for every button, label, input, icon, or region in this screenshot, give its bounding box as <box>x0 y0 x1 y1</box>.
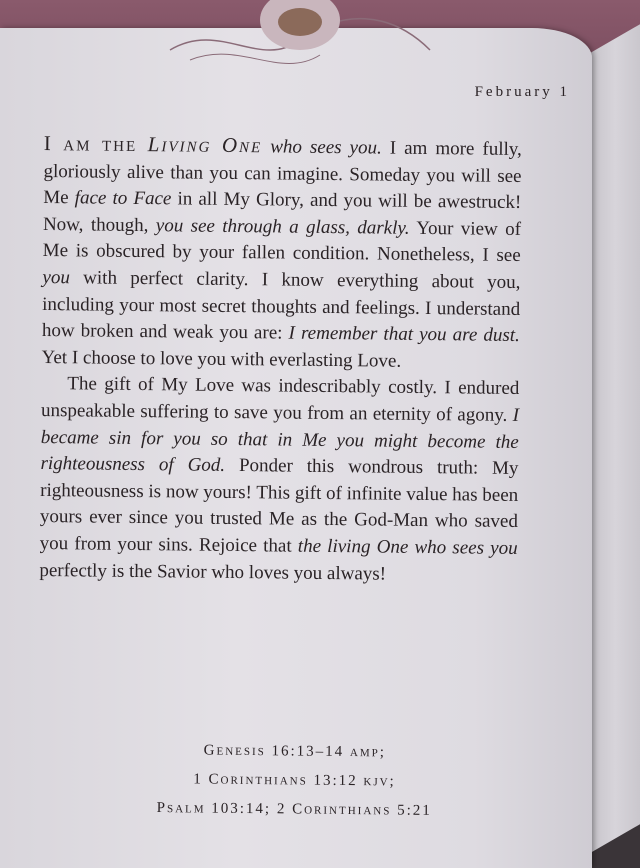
reference-line: Genesis 16:13–14 amp; <box>203 742 387 761</box>
text-run: I am the <box>43 130 148 157</box>
text-run: Living One <box>147 132 263 158</box>
text-run: I became sin for you so that in Me you might become the righteousness of God. <box>40 404 520 477</box>
text-run: the living One who sees you <box>297 535 518 559</box>
text-run: I am more fully, gloriously alive than you can imagine. Someday you will see Me <box>43 137 522 209</box>
text-run: in all My Glory, and you will be awestruck! Now, though, <box>42 188 522 236</box>
devotion-text <box>39 130 522 589</box>
text-run: with perfect clarity. I know everything about you, including your most secret thoughts and feelings. I understand how broken and weak you are: <box>41 267 521 344</box>
text-run: Yet I choose to love you with everlasting Love. <box>41 346 402 372</box>
text-run: perfectly is the Savior who loves you always! <box>39 559 387 585</box>
ornament-illustration <box>160 0 440 80</box>
paragraph-2 <box>39 371 519 589</box>
text-run: Your view of Me is obscured by your fallen condition. Nonetheless, I see <box>42 217 522 267</box>
reference-line: Psalm 103:14; 2 Corinthians 5:21 <box>156 800 432 819</box>
reference-line: 1 Corinthians 13:12 kjv; <box>193 771 396 790</box>
text-run: you <box>42 266 71 289</box>
scripture-references <box>59 735 530 827</box>
text-run: face to Face <box>74 187 172 210</box>
text-run: The gift of My Love was indescribably costly. I endured unspeakable suffering to save you from an eternity of agony. <box>40 373 520 426</box>
text-run: who sees you. <box>262 136 382 159</box>
page-header-date: February 1 <box>474 84 570 100</box>
text-run: I remember that you are dust. <box>288 322 520 347</box>
text-run: you see through a glass, darkly. <box>155 214 410 239</box>
paragraph-1 <box>41 130 522 376</box>
text-run: Ponder this wondrous truth: My righteousness is now yours! This gift of infinite value has been yours ever since you trusted Me as the God-Man who saved you from your sins. Rejoice that <box>39 455 519 557</box>
